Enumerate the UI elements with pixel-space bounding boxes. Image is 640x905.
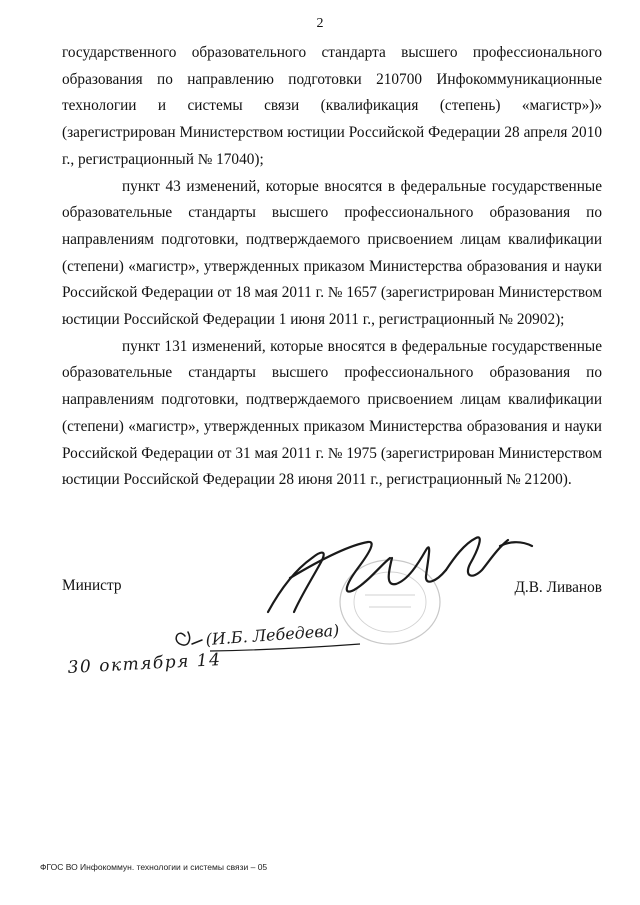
handwritten-initials: (И.Б. Лебедева) (204, 620, 340, 649)
page-number: 2 (316, 16, 324, 31)
paragraph-3: пункт 131 изменений, которые вносятся в федеральные государственные образовательные стандарты высшего профессионального образования по направлениям подготовки, подтверждаемого присвоением лицам квалификации (степени) «магистр», утвержденных приказом Министерства образования и науки Российской Федерации от 31 мая 2011 г. № 1975 (зарегистрирован Министерством юстиции Российской Федерации 28 июня 2011 г., регистрационный № 21200). (62, 337, 602, 489)
signatory-name: Д.В. Ливанов (514, 579, 602, 596)
document-body (62, 40, 602, 494)
signatory-title: Министр (62, 577, 122, 594)
paragraph-1: государственного образовательного стандарта высшего профессионального образования по направлению подготовки 210700 Инфокоммуникационные технологии и системы связи (квалификация (степень) «магистр»)» (зарегистрирован Министерством юстиции Российской Федерации 28 апреля 2010 г., регистрационный № 17040); (62, 44, 602, 168)
paragraph-2: пункт 43 изменений, которые вносятся в федеральные государственные образовательные стандарты высшего профессионального образования по направлениям подготовки, подтверждаемого присвоением лицам квалификации (степени) «магистр», утвержденных приказом Министерства образования и науки Российской Федерации от 18 мая 2011 г. № 1657 (зарегистрирован Министерством юстиции Российской Федерации 1 июня 2011 г., регистрационный № 20902); (62, 177, 602, 329)
document-footer: ФГОС ВО Инфокоммун. технологии и системы связи – 05 (40, 862, 268, 872)
signature-icon (250, 520, 540, 620)
handwritten-certification-icon (60, 618, 390, 688)
handwritten-date: 30 октября 14 (67, 649, 222, 678)
